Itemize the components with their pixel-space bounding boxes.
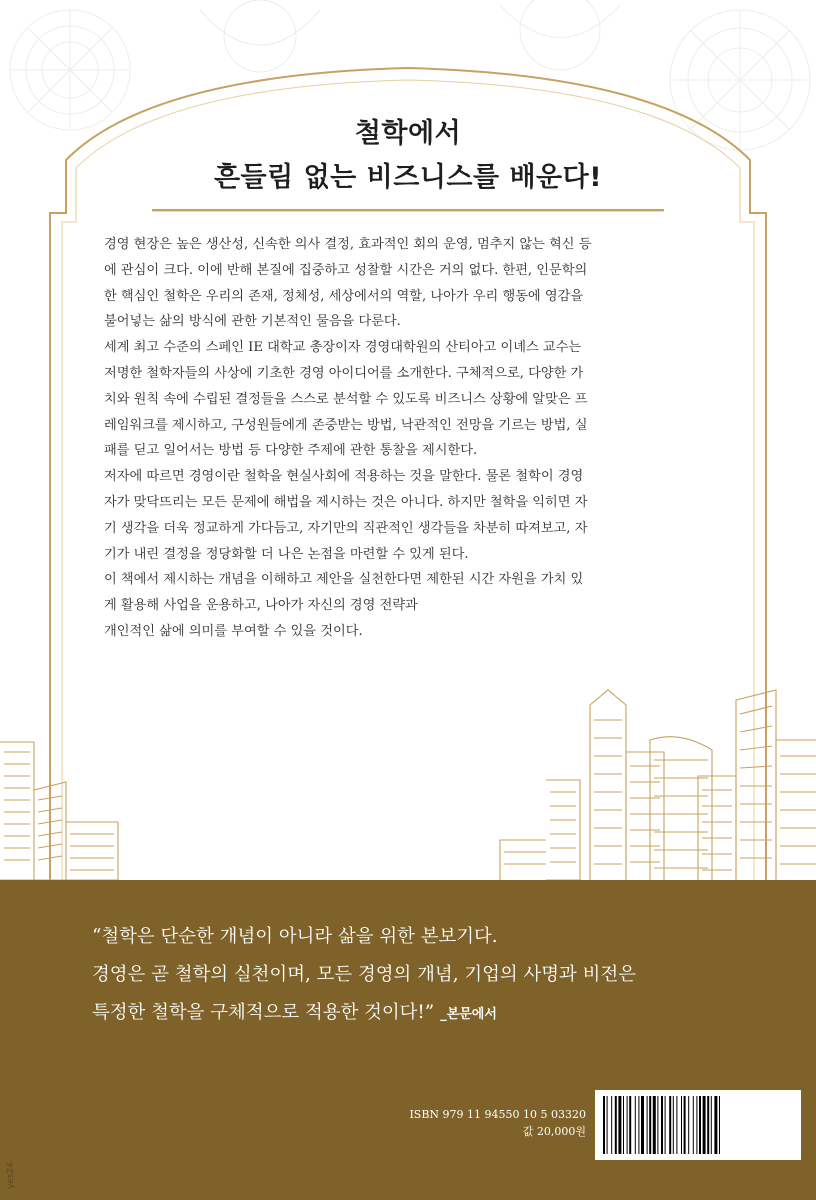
body-line: 저자에 따르면 경영이란 철학을 현실사회에 적용하는 것을 말한다. 물론 철학이 경영 — [104, 469, 584, 485]
body-line: 레임워크를 제시하고, 구성원들에게 존중받는 방법, 낙관적인 전망을 기르는 방법, 실 — [104, 417, 588, 433]
body-line: 저명한 철학자들의 사상에 기초한 경영 아이디어를 소개한다. 구체적으로, 다양한 가 — [104, 365, 584, 381]
body-line: 치와 원칙 속에 수립된 결정들을 스스로 분석할 수 있도록 비즈니스 상황에 알맞은 프 — [104, 391, 588, 407]
isbn-block — [376, 1106, 586, 1140]
quote-line-1: “철학은 단순한 개념이 아니라 삶을 위한 본보기다. — [92, 926, 498, 947]
quote-line-3-text: 특정한 철학을 구체적으로 적용한 것이다!” — [92, 1002, 435, 1023]
body-line: 한 핵심인 철학은 우리의 존재, 정체성, 세상에서의 역할, 나아가 우리 행동에 영감을 — [104, 288, 584, 304]
body-line: 기가 내린 결정을 정당화할 더 나은 논점을 마련할 수 있게 된다. — [104, 546, 469, 562]
quote-source: _본문에서 — [440, 1007, 497, 1022]
price-label: 값 20,000원 — [522, 1125, 586, 1138]
description-text — [104, 232, 714, 645]
body-line: 불어넣는 삶의 방식에 관한 기본적인 물음을 다룬다. — [104, 314, 401, 330]
body-line: 개인적인 삶에 의미를 부여할 수 있을 것이다. — [104, 623, 363, 639]
body-line: 경영 현장은 높은 생산성, 신속한 의사 결정, 효과적인 회의 운영, 멈추지 않는 혁신 등 — [104, 237, 592, 252]
body-line: 이 책에서 제시하는 개념을 이해하고 제안을 실천한다면 제한된 시간 자원을 가치 있 — [104, 572, 584, 588]
body-line: 패를 딛고 일어서는 방법 등 다양한 주제에 관한 통찰을 제시한다. — [104, 443, 478, 459]
image-credit: yes24 — [6, 1162, 16, 1190]
headline-line-1: 철학에서 — [354, 118, 462, 149]
headline-line-2: 흔들림 없는 비즈니스를 배운다! — [213, 162, 603, 193]
body-line: 게 활용해 사업을 운용하고, 나아가 자신의 경영 전략과 — [104, 598, 418, 614]
body-line: 에 관심이 크다. 이에 반해 본질에 집중하고 성찰할 시간은 거의 없다. 한편, 인문학의 — [104, 262, 588, 278]
barcode-image — [595, 1090, 801, 1160]
quote-line-2: 경영은 곧 철학의 실천이며, 모든 경영의 개념, 기업의 사명과 비전은 — [92, 964, 636, 985]
isbn-number: ISBN 979 11 94550 10 5 03320 — [409, 1108, 586, 1121]
body-line: 자가 맞닥뜨리는 모든 문제에 해법을 제시하는 것은 아니다. 하지만 철학을 익히면 자 — [104, 494, 588, 510]
pull-quote — [92, 918, 772, 1034]
body-line: 기 생각을 더욱 정교하게 가다듬고, 자기만의 직관적인 생각들을 차분히 따져보고, 자 — [104, 520, 588, 536]
body-line: 세계 최고 수준의 스페인 IE 대학교 총장이자 경영대학원의 산티아고 이녜스 교수는 — [104, 340, 582, 356]
quote-line-3 — [92, 994, 772, 1034]
